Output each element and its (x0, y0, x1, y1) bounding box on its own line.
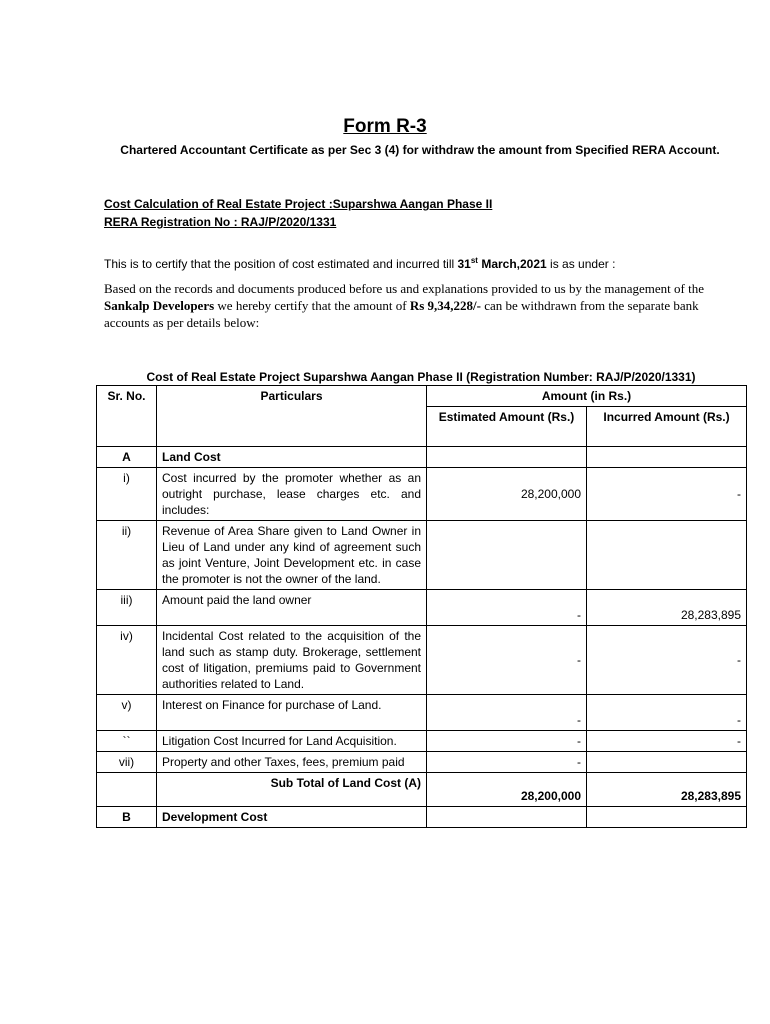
row-incurred: 28,283,895 (587, 590, 747, 626)
table-row (97, 731, 747, 752)
certify-day: 31 (457, 257, 471, 271)
row-sr: ii) (97, 521, 157, 590)
header-amount: Amount (in Rs.) (427, 386, 747, 407)
subtotal-label: Sub Total of Land Cost (A) (157, 773, 427, 807)
company-name: Sankalp Developers (104, 298, 215, 313)
row-estimated: 28,200,000 (427, 468, 587, 521)
table-caption: Cost of Real Estate Project Suparshwa Aangan Phase II (Registration Number: RAJ/P/2020/1331) (146, 370, 696, 384)
header-estimated: Estimated Amount (Rs.) (427, 407, 587, 447)
certificate-subtitle: Chartered Accountant Certificate as per Sec 3 (4) for withdraw the amount from Specified RERA Account. (120, 143, 720, 157)
subtotal-sr (97, 773, 157, 807)
subtotal-incurred: 28,283,895 (587, 773, 747, 807)
row-sr: vii) (97, 752, 157, 773)
section-b-estimated (427, 807, 587, 828)
header-incurred: Incurred Amount (Rs.) (587, 407, 747, 447)
certify-statement (104, 256, 615, 271)
row-particular: Interest on Finance for purchase of Land. (157, 695, 427, 731)
row-incurred: - (587, 695, 747, 731)
row-estimated: - (427, 731, 587, 752)
certify-suffix: is as under : (546, 257, 616, 271)
form-title: Form R-3 (343, 116, 427, 137)
section-a-sr: A (97, 447, 157, 468)
row-incurred (587, 521, 747, 590)
project-cost-heading: Cost Calculation of Real Estate Project :Suparshwa Aangan Phase II (104, 197, 493, 211)
row-incurred (587, 752, 747, 773)
table-row (97, 521, 747, 590)
row-sr: v) (97, 695, 157, 731)
row-sr: iii) (97, 590, 157, 626)
table-row (97, 468, 747, 521)
row-particular: Revenue of Area Share given to Land Owner in Lieu of Land under any kind of agreement such as joint Venture, Joint Development etc. in case the promoter is not the owner of the land. (157, 521, 427, 590)
section-a-label: Land Cost (157, 447, 427, 468)
row-particular: Cost incurred by the promoter whether as an outright purchase, lease charges etc. and includes: (157, 468, 427, 521)
row-particular: Litigation Cost Incurred for Land Acquisition. (157, 731, 427, 752)
header-sr-no: Sr. No. (97, 386, 157, 447)
table-row (97, 590, 747, 626)
header-row-1 (97, 386, 747, 407)
section-b-sr: B (97, 807, 157, 828)
subtotal-estimated: 28,200,000 (427, 773, 587, 807)
subtotal-row (97, 773, 747, 807)
cost-table (96, 385, 747, 828)
row-estimated: - (427, 695, 587, 731)
para-part-3: can be withdrawn from the separate bank accounts as per details below: (104, 298, 699, 330)
withdrawal-paragraph (104, 280, 744, 331)
row-estimated: - (427, 590, 587, 626)
section-a-incurred (587, 447, 747, 468)
table-row (97, 752, 747, 773)
row-sr: `` (97, 731, 157, 752)
row-particular: Property and other Taxes, fees, premium paid (157, 752, 427, 773)
para-part-2: we hereby certify that the amount of (214, 298, 410, 313)
section-b-incurred (587, 807, 747, 828)
row-estimated (427, 521, 587, 590)
withdraw-amount: Rs 9,34,228/- (409, 298, 481, 313)
para-part-1: Based on the records and documents produced before us and explanations provided to us by the management of the (104, 281, 704, 296)
row-particular: Incidental Cost related to the acquisition of the land such as stamp duty. Brokerage, settlement cost of litigation, premiums paid to Government authorities related to Land. (157, 626, 427, 695)
row-incurred: - (587, 731, 747, 752)
rera-registration-heading: RERA Registration No : RAJ/P/2020/1331 (104, 215, 337, 229)
row-incurred: - (587, 626, 747, 695)
certify-prefix: This is to certify that the position of cost estimated and incurred till (104, 257, 458, 271)
certify-date: March,2021 (477, 257, 547, 271)
row-particular: Amount paid the land owner (157, 590, 427, 626)
section-a-row (97, 447, 747, 468)
row-incurred: - (587, 468, 747, 521)
row-estimated: - (427, 626, 587, 695)
section-b-row (97, 807, 747, 828)
section-b-label: Development Cost (157, 807, 427, 828)
row-sr: i) (97, 468, 157, 521)
header-particulars: Particulars (157, 386, 427, 447)
certify-day-suffix: st (470, 256, 478, 265)
table-row (97, 626, 747, 695)
section-a-estimated (427, 447, 587, 468)
row-sr: iv) (97, 626, 157, 695)
row-estimated: - (427, 752, 587, 773)
table-row (97, 695, 747, 731)
